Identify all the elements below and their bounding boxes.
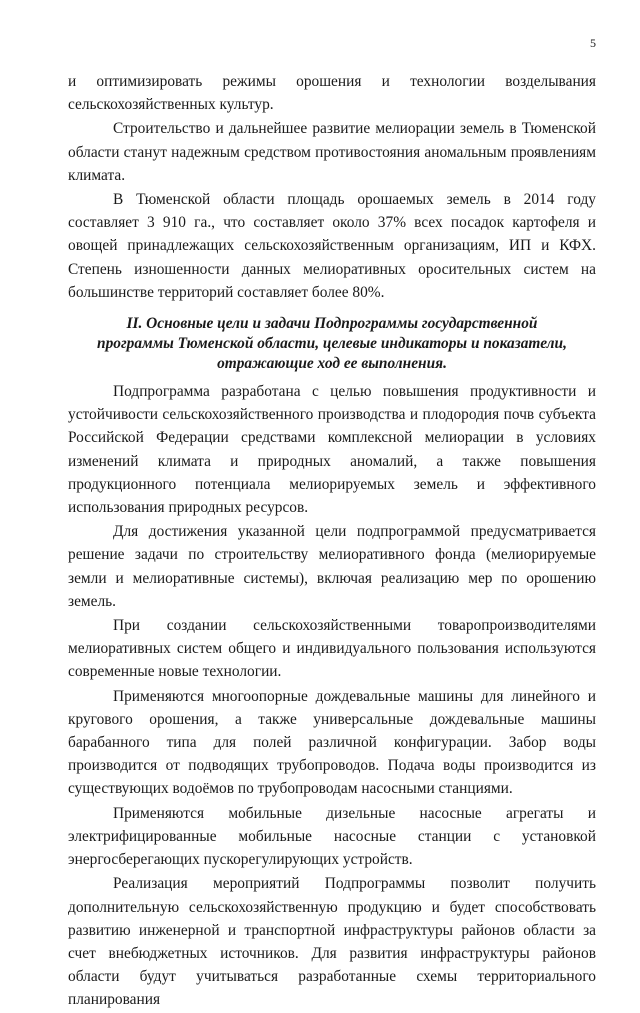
- paragraph-task: Для достижения указанной цели подпрограммой предусматривается решение задачи по строительству мелиоративного фонда (мелиорируемые земли и мелиоративные системы), включая реализацию мер по орошению земель.: [68, 523, 596, 610]
- paragraph-technologies: При создании сельскохозяйственными товаропроизводителями мелиоративных систем общего и индивидуального пользования используются современные новые технологии.: [68, 617, 596, 681]
- paragraph-subprogram-goal: Подпрограмма разработана с целью повышения продуктивности и устойчивости сельскохозяйственного производства и плодородия почв субъекта Российской Федерации средствами комплексной мелиорации в условиях изменений климата и природных аномалий, а также повышения продукционного потенциала мелиорируемых земель и эффективного использования природных ресурсов.: [68, 383, 596, 517]
- paragraph-pump-units: Применяются мобильные дизельные насосные агрегаты и электрифицированные мобильные насосные станции с установкой энергосберегающих пускорегулирующих устройств.: [68, 804, 596, 869]
- paragraph-continuation: и оптимизировать режимы орошения и технологии возделывания сельскохозяйственных культур.: [68, 73, 596, 114]
- paragraph-implementation: Реализация мероприятий Подпрограммы позволит получить дополнительную сельскохозяйственную продукцию и будет способствовать развитию инженерной и транспортной инфраструктуры районов области за счет внебюджетных источников. Для развития инфраструктуры районов области будут учитываться разработанные схемы территориального планирования: [68, 875, 596, 1009]
- section-heading: II. Основные цели и задачи Подпрограммы государственной программы Тюменской области, целевые индикаторы и показатели, отражающие ход ее выполнения.: [97, 315, 567, 373]
- page-number: 5: [590, 36, 596, 50]
- paragraph-sprinkler-machines: Применяются многоопорные дождевальные машины для линейного и кругового орошения, а также универсальные дождевальные машины барабанного типа для полей различной конфигурации. Забор воды производится от подводящих трубопроводов. Подача воды производится из существующих водоёмов по трубопроводам насосными станциями.: [68, 687, 596, 798]
- paragraph-melioration-development: Строительство и дальнейшее развитие мелиорации земель в Тюменской области станут надежным средством противостояния аномальным проявлениям климата.: [68, 120, 596, 184]
- document-body: [68, 70, 596, 1013]
- paragraph-irrigated-area: В Тюменской области площадь орошаемых земель в 2014 году составляет 3 910 га., что составляет около 37% всех посадок картофеля и овощей принадлежащих сельскохозяйственным организациям, ИП и КФХ. Степень изношенности данных мелиоративных оросительных систем на большинстве территорий составляет более 80%.: [68, 191, 596, 301]
